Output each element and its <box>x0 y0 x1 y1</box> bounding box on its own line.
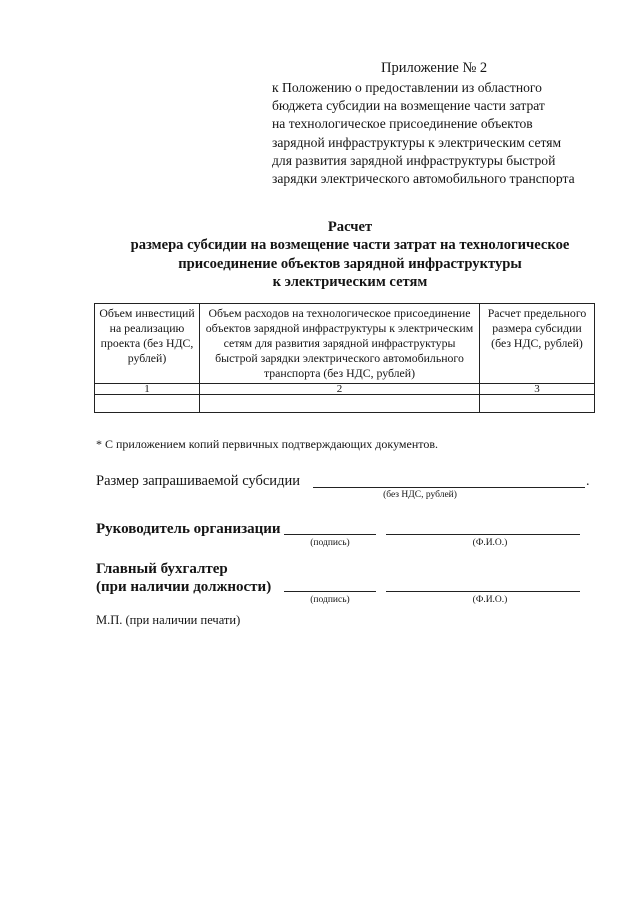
appendix-line: к Положению о предоставлении из областного <box>272 80 542 95</box>
subsidy-caption: (без НДС, рублей) <box>383 490 457 500</box>
table-cell[interactable] <box>480 395 595 413</box>
calculation-title-line: Расчет <box>327 219 373 235</box>
table-cell[interactable] <box>95 395 200 413</box>
head-name-field[interactable] <box>386 534 580 535</box>
appendix-line: бюджета субсидии на возмещение части затрат <box>272 98 545 114</box>
table-header-row <box>95 304 595 384</box>
appendix-line: зарядки электрического автомобильного транспорта <box>272 171 575 187</box>
accountant-signature-field[interactable] <box>284 591 376 592</box>
calculation-title-line: к электрическим сетям <box>272 273 428 290</box>
seal-note: М.П. (при наличии печати) <box>96 613 241 627</box>
accountant-label <box>96 560 271 596</box>
calculation-title <box>100 218 600 291</box>
appendix-reference <box>272 79 592 188</box>
subsidy-label: Размер запрашиваемой субсидии <box>96 473 300 489</box>
calculation-table <box>94 303 595 413</box>
accountant-name-caption: (Ф.И.О.) <box>472 595 508 605</box>
header-subsidy-limit: Расчет предельного размера субсидии (без НДС, рублей) <box>480 304 595 384</box>
accountant-label-line: (при наличии должности) <box>96 579 272 595</box>
appendix-title: Приложение № 2 <box>381 60 488 76</box>
calculation-title-line: размера субсидии на возмещение части затрат на технологическое <box>130 237 570 254</box>
footnote: * С приложением копий первичных подтверждающих документов. <box>96 437 438 451</box>
subsidy-amount-field[interactable] <box>313 487 585 488</box>
table-number-row <box>95 384 595 395</box>
column-number: 2 <box>200 384 480 395</box>
head-label: Руководитель организации <box>96 521 281 537</box>
head-signature-caption: (подпись) <box>310 538 350 548</box>
header-connection-expenses: Объем расходов на технологическое присоединение объектов зарядной инфраструктуры к электрическим сетям для развития зарядной инфраструктуры быстрой зарядки электрического автомобильного транспорта (без НДС, рублей) <box>200 304 480 384</box>
appendix-line: на технологическое присоединение объектов <box>272 116 533 132</box>
accountant-label-line: Главный бухгалтер <box>96 561 228 577</box>
subsidy-period: . <box>586 474 590 489</box>
appendix-line: для развития зарядной инфраструктуры быстрой <box>272 152 556 168</box>
header-investment-volume: Объем инвестиций на реализацию проекта (без НДС, рублей) <box>95 304 200 384</box>
column-number: 1 <box>95 384 200 395</box>
accountant-name-field[interactable] <box>386 591 580 592</box>
head-signature-field[interactable] <box>284 534 376 535</box>
table-cell[interactable] <box>200 395 480 413</box>
table-row <box>95 395 595 413</box>
column-number: 3 <box>480 384 595 395</box>
accountant-signature-caption: (подпись) <box>310 595 350 605</box>
calculation-title-line: присоединение объектов зарядной инфраструктуры <box>178 255 522 272</box>
appendix-line: зарядной инфраструктуры к электрическим сетям <box>272 134 562 150</box>
head-name-caption: (Ф.И.О.) <box>472 538 508 548</box>
